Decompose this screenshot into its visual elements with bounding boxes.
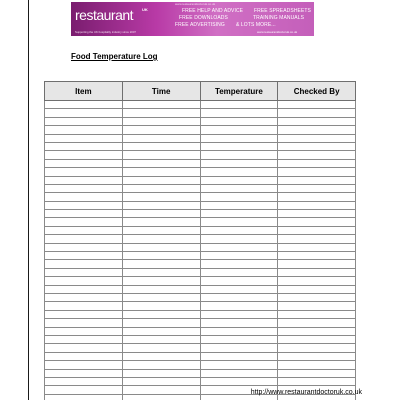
table-cell[interactable] xyxy=(45,109,123,117)
table-cell[interactable] xyxy=(278,285,356,293)
table-cell[interactable] xyxy=(200,117,278,125)
table-row xyxy=(45,184,356,192)
table-cell[interactable] xyxy=(200,151,278,159)
table-cell[interactable] xyxy=(200,235,278,243)
table-cell[interactable] xyxy=(278,352,356,360)
table-cell[interactable] xyxy=(278,335,356,343)
table-cell[interactable] xyxy=(45,260,123,268)
table-row xyxy=(45,109,356,117)
table-cell[interactable] xyxy=(122,293,200,301)
table-cell[interactable] xyxy=(45,352,123,360)
table-cell[interactable] xyxy=(200,134,278,142)
table-cell[interactable] xyxy=(200,201,278,209)
table-cell[interactable] xyxy=(122,142,200,150)
table-cell[interactable] xyxy=(278,193,356,201)
table-cell[interactable] xyxy=(200,268,278,276)
table-row xyxy=(45,218,356,226)
table-cell[interactable] xyxy=(200,109,278,117)
table-cell[interactable] xyxy=(278,226,356,234)
table-row xyxy=(45,252,356,260)
table-row xyxy=(45,361,356,369)
column-header-checked-by: Checked By xyxy=(278,82,356,101)
table-row xyxy=(45,344,356,352)
table-cell[interactable] xyxy=(122,344,200,352)
table-cell[interactable] xyxy=(200,335,278,343)
table-cell[interactable] xyxy=(45,243,123,251)
table-cell[interactable] xyxy=(45,151,123,159)
table-header-row xyxy=(45,82,356,101)
table-row xyxy=(45,335,356,343)
table-cell[interactable] xyxy=(122,394,200,400)
page-border-line xyxy=(28,0,29,400)
table-cell[interactable] xyxy=(45,335,123,343)
table-cell[interactable] xyxy=(45,377,123,385)
table-cell[interactable] xyxy=(122,109,200,117)
table-cell[interactable] xyxy=(200,293,278,301)
table-row xyxy=(45,302,356,310)
table-cell[interactable] xyxy=(45,184,123,192)
table-cell[interactable] xyxy=(200,327,278,335)
table-cell[interactable] xyxy=(278,277,356,285)
table-cell[interactable] xyxy=(122,201,200,209)
table-cell[interactable] xyxy=(200,252,278,260)
table-cell[interactable] xyxy=(122,369,200,377)
table-cell[interactable] xyxy=(278,176,356,184)
table-cell[interactable] xyxy=(278,218,356,226)
table-cell[interactable] xyxy=(122,226,200,234)
table-cell[interactable] xyxy=(278,319,356,327)
table-cell[interactable] xyxy=(278,327,356,335)
table-cell[interactable] xyxy=(45,293,123,301)
column-header-temperature: Temperature xyxy=(200,82,278,101)
table-cell[interactable] xyxy=(278,252,356,260)
table-cell[interactable] xyxy=(122,285,200,293)
table-cell[interactable] xyxy=(200,344,278,352)
table-cell[interactable] xyxy=(200,218,278,226)
table-cell[interactable] xyxy=(200,226,278,234)
table-row xyxy=(45,319,356,327)
table-cell[interactable] xyxy=(45,268,123,276)
footer-url[interactable]: http://www.restaurantdoctoruk.co.uk xyxy=(250,389,362,396)
table-cell[interactable] xyxy=(278,201,356,209)
table-cell[interactable] xyxy=(45,361,123,369)
table-cell[interactable] xyxy=(278,302,356,310)
table-row xyxy=(45,377,356,385)
table-row xyxy=(45,142,356,150)
table-cell[interactable] xyxy=(200,243,278,251)
brand-logo-suffix: UK xyxy=(142,7,148,12)
table-cell[interactable] xyxy=(122,235,200,243)
table-cell[interactable] xyxy=(45,344,123,352)
table-cell[interactable] xyxy=(122,117,200,125)
table-cell[interactable] xyxy=(200,176,278,184)
table-cell[interactable] xyxy=(45,126,123,134)
table-cell[interactable] xyxy=(122,260,200,268)
table-cell[interactable] xyxy=(278,151,356,159)
table-cell[interactable] xyxy=(122,252,200,260)
table-cell[interactable] xyxy=(122,210,200,218)
table-cell[interactable] xyxy=(278,268,356,276)
table-row xyxy=(45,101,356,109)
table-body xyxy=(45,101,356,400)
table-cell[interactable] xyxy=(200,260,278,268)
banner-offer-more: & LOTS MORE... xyxy=(236,22,276,28)
table-cell[interactable] xyxy=(200,193,278,201)
table-row xyxy=(45,117,356,125)
table-cell[interactable] xyxy=(45,117,123,125)
table-cell[interactable] xyxy=(45,302,123,310)
table-cell[interactable] xyxy=(200,168,278,176)
table-row xyxy=(45,369,356,377)
table-cell[interactable] xyxy=(200,361,278,369)
table-cell[interactable] xyxy=(122,218,200,226)
table-cell[interactable] xyxy=(45,235,123,243)
table-cell[interactable] xyxy=(278,101,356,109)
table-cell[interactable] xyxy=(278,159,356,167)
table-cell[interactable] xyxy=(45,210,123,218)
brand-logo-text: restaurant xyxy=(75,7,134,23)
table-row xyxy=(45,352,356,360)
table-row xyxy=(45,260,356,268)
table-cell[interactable] xyxy=(45,285,123,293)
table-cell[interactable] xyxy=(200,159,278,167)
table-cell[interactable] xyxy=(122,168,200,176)
table-row xyxy=(45,176,356,184)
table-row xyxy=(45,151,356,159)
table-row xyxy=(45,168,356,176)
table-cell[interactable] xyxy=(200,277,278,285)
table-row xyxy=(45,285,356,293)
table-row xyxy=(45,277,356,285)
table-cell[interactable] xyxy=(278,310,356,318)
table-cell[interactable] xyxy=(122,277,200,285)
table-cell[interactable] xyxy=(45,134,123,142)
table-row xyxy=(45,193,356,201)
table-cell[interactable] xyxy=(122,176,200,184)
table-cell[interactable] xyxy=(278,344,356,352)
table-cell[interactable] xyxy=(200,310,278,318)
table-cell[interactable] xyxy=(45,218,123,226)
table-row xyxy=(45,126,356,134)
table-row xyxy=(45,226,356,234)
table-row xyxy=(45,159,356,167)
table-cell[interactable] xyxy=(122,386,200,394)
table-cell[interactable] xyxy=(200,369,278,377)
table-cell[interactable] xyxy=(45,394,123,400)
table-cell[interactable] xyxy=(200,142,278,150)
table-cell[interactable] xyxy=(45,277,123,285)
table-cell[interactable] xyxy=(278,184,356,192)
table-cell[interactable] xyxy=(278,243,356,251)
table-cell[interactable] xyxy=(200,285,278,293)
banner-top-url: www.restaurantdoctoruk.co.uk xyxy=(175,2,216,6)
table-cell[interactable] xyxy=(122,243,200,251)
table-cell[interactable] xyxy=(45,226,123,234)
table-cell[interactable] xyxy=(278,117,356,125)
table-cell[interactable] xyxy=(278,235,356,243)
column-header-time: Time xyxy=(122,82,200,101)
table-cell[interactable] xyxy=(45,193,123,201)
table-cell[interactable] xyxy=(278,361,356,369)
table-cell[interactable] xyxy=(122,335,200,343)
table-cell[interactable] xyxy=(45,319,123,327)
table-row xyxy=(45,327,356,335)
table-cell[interactable] xyxy=(278,134,356,142)
table-cell[interactable] xyxy=(45,327,123,335)
banner-offer-advertising: FREE ADVERTISING xyxy=(175,22,225,28)
column-header-item: Item xyxy=(45,82,123,101)
table-row xyxy=(45,210,356,218)
table-cell[interactable] xyxy=(45,142,123,150)
table-cell[interactable] xyxy=(122,159,200,167)
table-cell[interactable] xyxy=(278,126,356,134)
table-row xyxy=(45,243,356,251)
table-cell[interactable] xyxy=(122,134,200,142)
table-cell[interactable] xyxy=(122,268,200,276)
table-cell[interactable] xyxy=(200,319,278,327)
table-cell[interactable] xyxy=(278,109,356,117)
banner-offer-downloads: FREE DOWNLOADS xyxy=(179,15,228,21)
table-cell[interactable] xyxy=(122,126,200,134)
table-cell[interactable] xyxy=(278,168,356,176)
table-cell[interactable] xyxy=(122,377,200,385)
banner-tagline: Supporting the UK hospitality industry since 2007 xyxy=(75,30,136,34)
table-cell[interactable] xyxy=(200,352,278,360)
banner-offer-spreadsheets: FREE SPREADSHEETS xyxy=(254,8,311,14)
table-row xyxy=(45,293,356,301)
table-row xyxy=(45,310,356,318)
table-cell[interactable] xyxy=(122,193,200,201)
table-cell[interactable] xyxy=(122,101,200,109)
table-cell[interactable] xyxy=(200,126,278,134)
banner-bottom-url: www.restaurantdoctoruk.co.uk xyxy=(257,30,298,34)
table-cell[interactable] xyxy=(45,201,123,209)
table-cell[interactable] xyxy=(122,302,200,310)
table-cell[interactable] xyxy=(122,310,200,318)
table-cell[interactable] xyxy=(200,377,278,385)
table-cell[interactable] xyxy=(122,352,200,360)
table-cell[interactable] xyxy=(45,310,123,318)
table-cell[interactable] xyxy=(45,159,123,167)
table-cell[interactable] xyxy=(200,302,278,310)
banner-offer-help: FREE HELP AND ADVICE xyxy=(182,8,244,14)
table-cell[interactable] xyxy=(45,386,123,394)
table-cell[interactable] xyxy=(278,369,356,377)
table-cell[interactable] xyxy=(200,101,278,109)
document-title: Food Temperature Log xyxy=(71,52,158,61)
banner-offer-training: TRAINING MANUALS xyxy=(253,15,305,21)
table-cell[interactable] xyxy=(45,252,123,260)
table-cell[interactable] xyxy=(278,142,356,150)
restaurant-uk-banner[interactable] xyxy=(71,2,314,36)
table-cell[interactable] xyxy=(122,327,200,335)
table-cell[interactable] xyxy=(200,210,278,218)
table-cell[interactable] xyxy=(122,319,200,327)
table-cell[interactable] xyxy=(278,293,356,301)
table-cell[interactable] xyxy=(45,369,123,377)
table-row xyxy=(45,134,356,142)
table-row xyxy=(45,268,356,276)
table-cell[interactable] xyxy=(278,260,356,268)
table-row xyxy=(45,235,356,243)
table-cell[interactable] xyxy=(122,184,200,192)
table-cell[interactable] xyxy=(278,377,356,385)
table-cell[interactable] xyxy=(45,176,123,184)
table-cell[interactable] xyxy=(45,101,123,109)
temperature-log-table xyxy=(44,81,356,400)
table-row xyxy=(45,201,356,209)
table-cell[interactable] xyxy=(200,184,278,192)
table-cell[interactable] xyxy=(122,151,200,159)
table-cell[interactable] xyxy=(45,168,123,176)
table-cell[interactable] xyxy=(278,210,356,218)
table-cell[interactable] xyxy=(122,361,200,369)
